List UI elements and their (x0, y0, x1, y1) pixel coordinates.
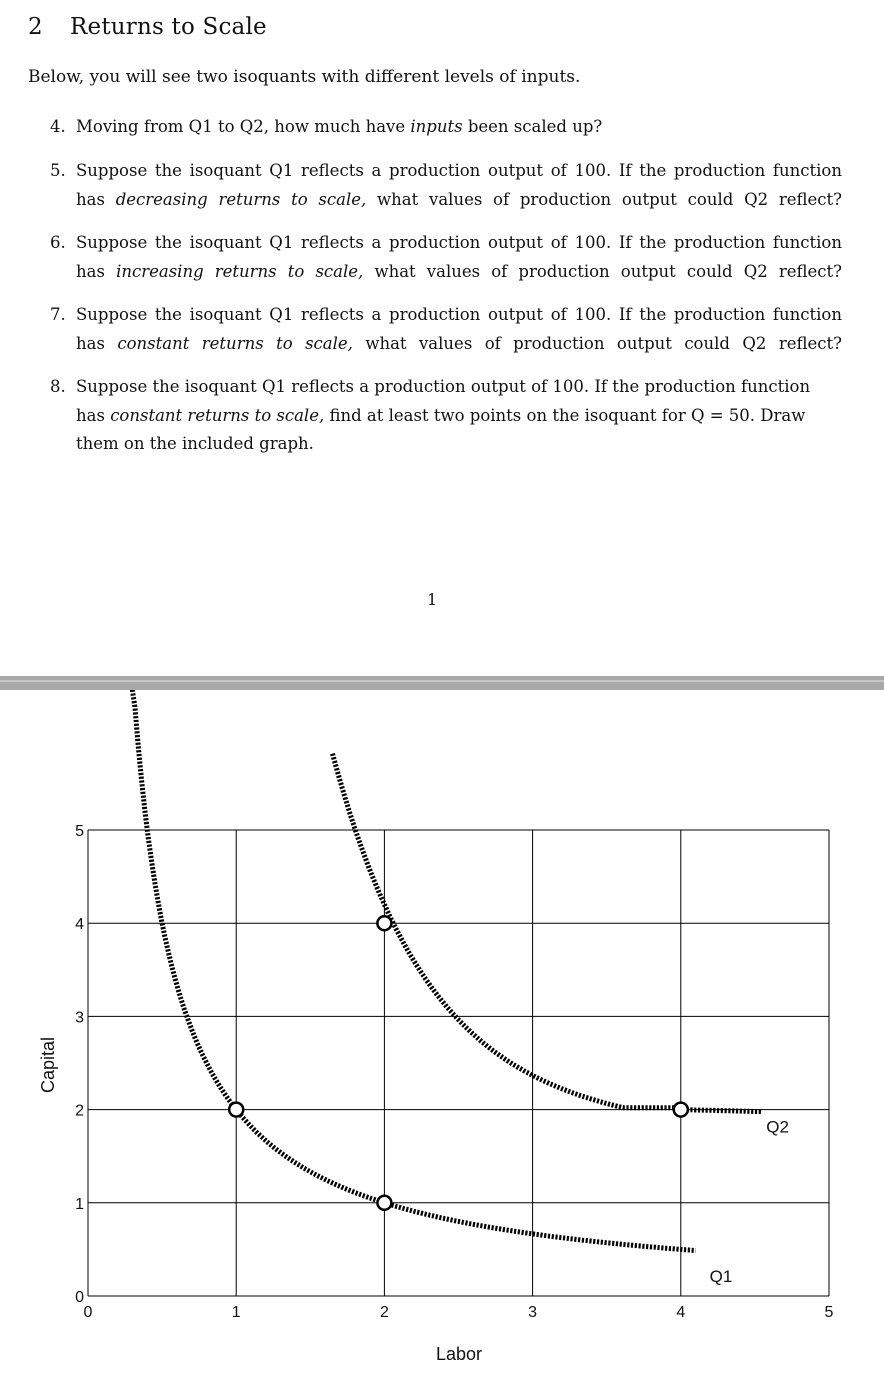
marked-point-q1 (229, 1103, 243, 1117)
isoquant-label-q2: Q2 (766, 1117, 789, 1137)
isoquant-label-q1: Q1 (709, 1266, 733, 1286)
x-tick-label: 5 (824, 1304, 834, 1321)
y-axis-label: Capital (38, 1036, 58, 1094)
question-text: Suppose the isoquant Q1 reflects a production output of 100. If the production function has increasing returns to scale, what values of production output could Q2 reflect? (76, 233, 842, 281)
marked-point-q1 (377, 1196, 391, 1210)
question-text: Suppose the isoquant Q1 reflects a production output of 100. If the production function has decreasing returns to scale, what values of production output could Q2 reflect? (76, 161, 842, 209)
marked-point-q2 (674, 1103, 688, 1117)
question-text: Moving from Q1 to Q2, how much have inputs been scaled up? (76, 117, 603, 136)
isoquant-q2 (333, 754, 763, 1112)
section-title: Returns to Scale (70, 14, 267, 40)
isoquant-q1 (98, 690, 695, 1251)
question-number: 6. (50, 233, 66, 252)
y-tick-label: 1 (75, 1195, 84, 1213)
y-tick-label: 2 (75, 1102, 84, 1120)
intro-paragraph: Below, you will see two isoquants with different levels of inputs. (28, 67, 581, 87)
question-text: Suppose the isoquant Q1 reflects a production output of 100. If the production function has constant returns to scale, find at least two points on the isoquant for Q = 50. Draw them on the included graph. (76, 377, 811, 453)
grid (88, 830, 829, 1296)
y-tick-label: 0 (75, 1289, 84, 1306)
x-tick-label: 3 (528, 1304, 538, 1321)
isoquant-chart (0, 690, 884, 1370)
y-tick-label: 3 (75, 1009, 84, 1027)
question-number: 5. (50, 161, 66, 180)
page-number: 1 (427, 590, 438, 609)
x-tick-label: 0 (83, 1304, 93, 1321)
question-4 (50, 113, 842, 142)
isoquant-curves (98, 690, 762, 1251)
x-tick-label: 4 (676, 1304, 686, 1321)
question-text: Suppose the isoquant Q1 reflects a production output of 100. If the production function has constant returns to scale, what values of production output could Q2 reflect? (76, 305, 842, 353)
y-tick-label: 4 (75, 916, 84, 934)
document-page (0, 0, 884, 676)
question-number: 8. (50, 377, 66, 396)
y-tick-label: 5 (75, 823, 84, 840)
x-tick-label: 2 (379, 1304, 389, 1321)
x-tick-label: 1 (231, 1304, 241, 1321)
section-number: 2 (28, 14, 43, 40)
chart-labels (38, 823, 834, 1364)
chart-svg (0, 690, 884, 1370)
page-separator (0, 676, 884, 690)
marked-point-q2 (377, 916, 391, 930)
question-number: 7. (50, 305, 66, 324)
question-8 (50, 373, 842, 459)
question-number: 4. (50, 117, 66, 136)
x-axis-label: Labor (435, 1344, 483, 1364)
